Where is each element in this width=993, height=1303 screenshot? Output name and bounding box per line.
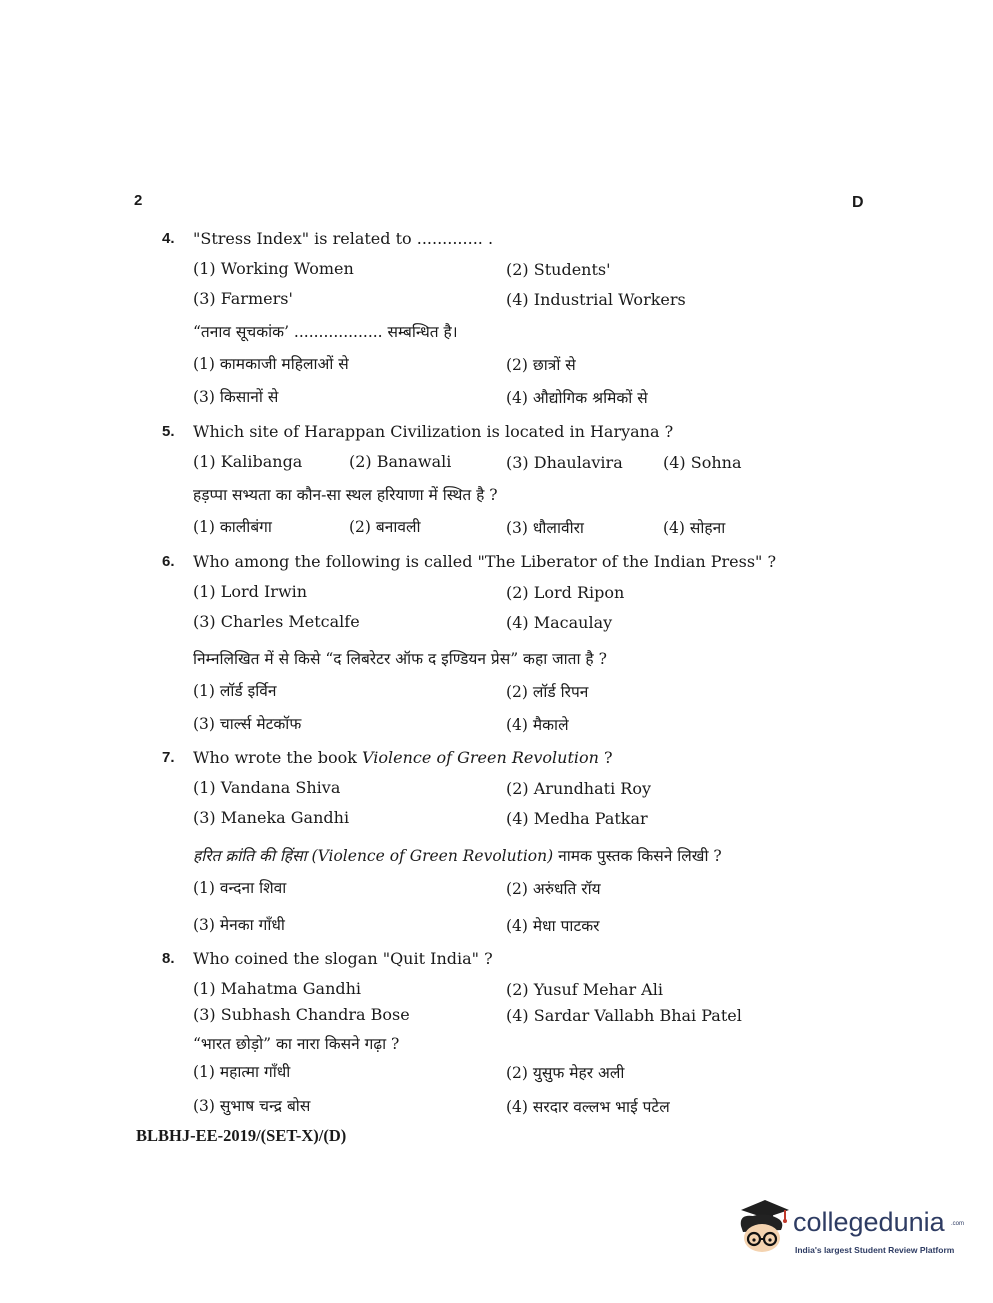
option-hi: (3) चार्ल्स मेटकॉफ (193, 715, 302, 733)
question-number: 7. (162, 749, 175, 766)
option-en: (2) Students' (506, 260, 611, 279)
option-hi: (2) युसुफ मेहर अली (506, 1064, 625, 1082)
option-hi: (2) लॉर्ड रिपन (506, 683, 589, 701)
option-hi: (3) मेनका गाँधी (193, 916, 285, 934)
question-text-hi (193, 844, 722, 866)
option-en: (4) Sohna (663, 453, 742, 472)
page-number: 2 (134, 192, 143, 209)
option-en: (4) Industrial Workers (506, 290, 686, 309)
option-en: (2) Arundhati Roy (506, 779, 651, 798)
option-hi: (3) सुभाष चन्द्र बोस (193, 1097, 311, 1115)
option-hi: (3) धौलावीरा (506, 519, 584, 537)
question-text-en-suffix: ? (598, 748, 613, 767)
brand-tagline: India's largest Student Review Platform (795, 1245, 955, 1255)
question-text-en: "Stress Index" is related to ............. . (193, 229, 494, 248)
option-en: (1) Mahatma Gandhi (193, 979, 362, 998)
question-text-hi: निम्नलिखित में से किसे “द लिबरेटर ऑफ द इण्डियन प्रेस” कहा जाता है ? (193, 650, 607, 668)
option-hi: (4) औद्योगिक श्रमिकों से (506, 389, 648, 407)
graduate-mascot-icon (735, 1196, 791, 1256)
question-text-en: Who coined the slogan "Quit India" ? (193, 949, 493, 968)
question-number: 4. (162, 230, 175, 247)
question-text-en: Which site of Harappan Civilization is located in Haryana ? (193, 422, 674, 441)
option-en: (2) Banawali (349, 452, 452, 471)
question-text-en-prefix: Who wrote the book (193, 748, 363, 767)
set-code: D (852, 194, 864, 211)
option-en: (4) Medha Patkar (506, 809, 648, 828)
option-hi: (1) महात्मा गाँधी (193, 1063, 291, 1081)
option-en: (1) Lord Irwin (193, 582, 308, 601)
option-en: (1) Vandana Shiva (193, 778, 341, 797)
option-hi: (1) लॉर्ड इर्विन (193, 682, 277, 700)
option-en: (3) Charles Metcalfe (193, 612, 360, 631)
option-hi: (4) सोहना (663, 519, 726, 537)
option-en: (1) Working Women (193, 259, 354, 278)
option-en: (2) Lord Ripon (506, 583, 625, 602)
option-hi: (2) बनावली (349, 518, 421, 536)
option-en: (3) Dhaulavira (506, 453, 623, 472)
option-hi: (4) सरदार वल्लभ भाई पटेल (506, 1098, 670, 1116)
option-hi: (2) अरुंधति रॉय (506, 880, 601, 898)
option-hi: (1) कालीबंगा (193, 518, 272, 536)
question-text-hi: “तनाव सूचकांक’ .................. सम्बन्धित है। (193, 323, 458, 341)
option-en: (3) Maneka Gandhi (193, 808, 350, 827)
option-en: (4) Macaulay (506, 613, 613, 632)
option-hi: (4) मैकाले (506, 716, 569, 734)
question-text-en (193, 748, 613, 767)
option-en: (3) Subhash Chandra Bose (193, 1005, 410, 1024)
question-text-en: Who among the following is called "The Liberator of the Indian Press" ? (193, 552, 777, 571)
book-title: Violence of Green Revolution (362, 748, 599, 767)
option-hi: (1) कामकाजी महिलाओं से (193, 355, 349, 373)
option-hi: (1) वन्दना शिवा (193, 879, 287, 897)
option-en: (3) Farmers' (193, 289, 293, 308)
question-number: 8. (162, 950, 175, 967)
option-en: (4) Sardar Vallabh Bhai Patel (506, 1006, 742, 1025)
option-en: (1) Kalibanga (193, 452, 303, 471)
option-en: (2) Yusuf Mehar Ali (506, 980, 663, 999)
question-text-hi: “भारत छोड़ो” का नारा किसने गढ़ा ? (193, 1035, 400, 1053)
question-number: 6. (162, 553, 175, 570)
option-hi: (3) किसानों से (193, 388, 279, 406)
question-text-hi: हड़प्पा सभ्यता का कौन-सा स्थल हरियाणा में स्थित है ? (193, 486, 498, 504)
book-title-hi: हरित क्रांति की हिंसा (Violence of Green Revolution) (193, 847, 554, 865)
brand-name: collegedunia (793, 1207, 945, 1237)
question-number: 5. (162, 423, 175, 440)
question-text-hi-suffix: नामक पुस्तक किसने लिखी ? (553, 847, 722, 865)
paper-code: BLBHJ-EE-2019/(SET-X)/(D) (136, 1126, 347, 1145)
option-hi: (4) मेधा पाटकर (506, 917, 600, 935)
option-hi: (2) छात्रों से (506, 356, 576, 374)
brand-domain: .com (951, 1221, 965, 1227)
